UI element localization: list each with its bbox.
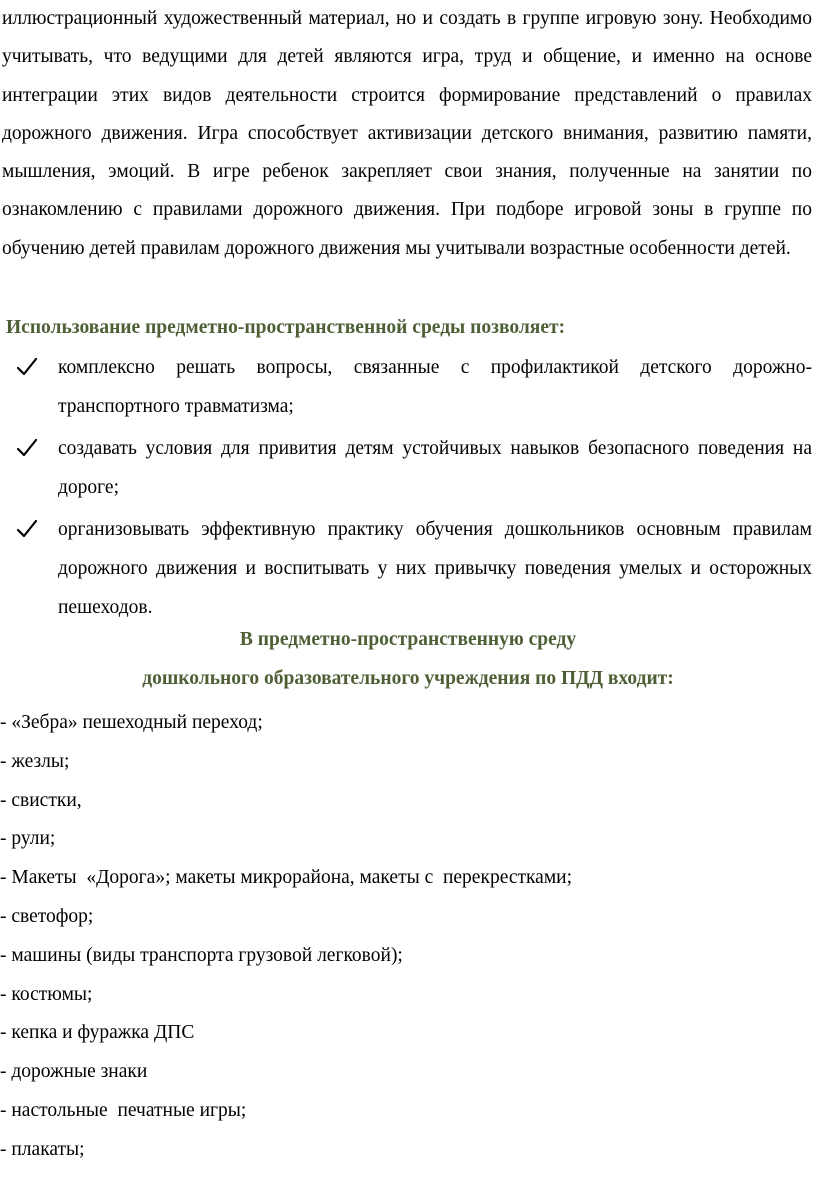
checkmark-icon (16, 519, 38, 539)
checklist-item (0, 348, 812, 426)
list-item: - машины (виды транспорта грузовой легковой); (0, 944, 403, 966)
checklist-item-text: создавать условия для привития детям устойчивых навыков безопасного поведения на дороге; (58, 438, 812, 498)
list-item: - рули; (0, 828, 56, 850)
list-item: - жезлы; (0, 750, 70, 772)
intro-paragraph: иллюстрационный художественный материал, но и создать в группе игровую зону. Необходимо учитывать, что ведущими для детей являются игра, труд и общение, и именно на основе интеграции этих видов деятельности строится формирование представлений о правилах дорожного движения. Игра способствует активизации детского внимания, развитию памяти, мышления, эмоций. В игре ребенок закрепляет свои знания, полученные на занятии по ознакомлению с правилами дорожного движения. При подборе игровой зоны в группе по обучению детей правилам дорожного движения мы учитывали возрастные особенности детей. (2, 8, 812, 259)
checklist-item (0, 510, 812, 627)
checklist-item-text: комплексно решать вопросы, связанные с профилактикой детского дорожно-транспортного травматизма; (58, 357, 812, 417)
list-item: - свистки, (0, 789, 82, 811)
checkmark-icon (16, 357, 38, 377)
list-item: - костюмы; (0, 983, 93, 1005)
list-item: - «Зебра» пешеходный переход; (0, 712, 263, 733)
section-heading-line-2: дошкольного образовательного учреждения по ПДД входит: (142, 668, 674, 689)
benefits-checklist (0, 348, 816, 630)
checklist-item-text: организовывать эффективную практику обучения дошкольников основным правилам дорожного движения и воспитывать у них привычку поведения умелых и осторожных пешеходов. (58, 519, 812, 618)
section-heading-environment-allows: Использование предметно-пространственной среды позволяет: (6, 317, 566, 338)
list-item: - плакаты; (0, 1138, 85, 1160)
environment-items-list (0, 704, 572, 1170)
list-item: - дорожные знаки (0, 1061, 148, 1083)
section-heading-line-1: В предметно-пространственную среду (239, 629, 577, 650)
list-item: - кепка и фуражка ДПС (0, 1022, 195, 1044)
checklist-item (0, 429, 812, 507)
checkmark-icon (16, 438, 38, 458)
list-item: - настольные печатные игры; (0, 1099, 247, 1121)
list-item: - Макеты «Дорога»; макеты микрорайона, макеты с перекрестками; (0, 867, 573, 889)
list-item: - светофор; (0, 905, 94, 927)
